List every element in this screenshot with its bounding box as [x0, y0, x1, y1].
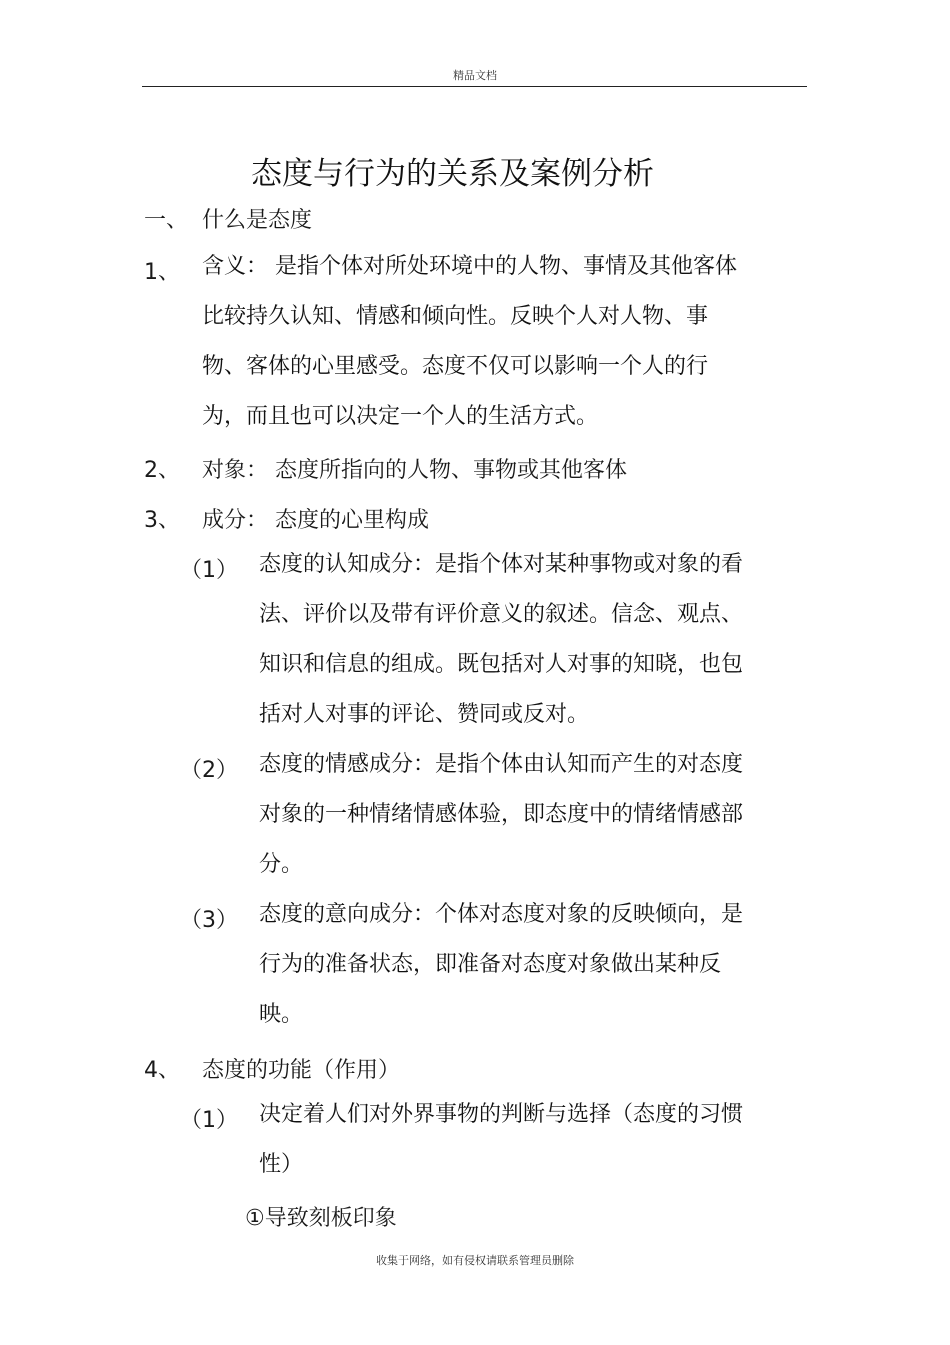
page-footer: 收集于网络，如有侵权请联系管理员删除 — [376, 1254, 574, 1267]
document-title: 态度与行为的关系及案例分析 — [251, 156, 654, 192]
page-header: 精品文档 — [453, 69, 497, 82]
component-conative: 态度的意向成分：个体对态度对象的反映倾向，是行为的准备状态，即准备对态度对象做出某种反映。 — [259, 902, 744, 1027]
item-text-object: 对象： 态度所指向的人物、事物或其他客体 — [202, 458, 627, 483]
section-number: 一、 — [144, 208, 189, 233]
component-cognitive: 态度的认知成分：是指个体对某种事物或对象的看法、评价以及带有评价意义的叙述。信念、观点、知识和信息的组成。既包括对人对事的知晓，也包括对人对事的评论、赞同或反对。 — [259, 552, 744, 727]
sub-sub-item: ①导致刻板印象 — [245, 1206, 397, 1231]
section-heading: 什么是态度 — [202, 208, 313, 233]
function-judgment: 决定着人们对外界事物的判断与选择（态度的习惯性） — [259, 1102, 744, 1177]
item-text-meaning: 含义： 是指个体对所处环境中的人物、事情及其他客体比较持久认知、情感和倾向性。反映个人对人物、事物、客体的心里感受。态度不仅可以影响一个人的行为，而且也可以决定一个人的生活方式。 — [202, 254, 737, 429]
item-number: 3、 — [144, 508, 180, 533]
component-affective: 态度的情感成分：是指个体由认知而产生的对态度对象的一种情绪情感体验，即态度中的情绪情感部分。 — [259, 752, 744, 877]
item-text-functions: 态度的功能（作用） — [202, 1058, 401, 1083]
item-number: 1、 — [144, 260, 180, 285]
sub-item-number: （1） — [180, 558, 238, 583]
sub-item-number: （3） — [180, 908, 238, 933]
header-rule — [142, 86, 807, 87]
item-number: 4、 — [144, 1058, 180, 1083]
sub-item-number: （2） — [180, 758, 238, 783]
item-text-components: 成分： 态度的心里构成 — [202, 508, 429, 533]
sub-item-number: （1） — [180, 1108, 238, 1133]
item-number: 2、 — [144, 458, 180, 483]
